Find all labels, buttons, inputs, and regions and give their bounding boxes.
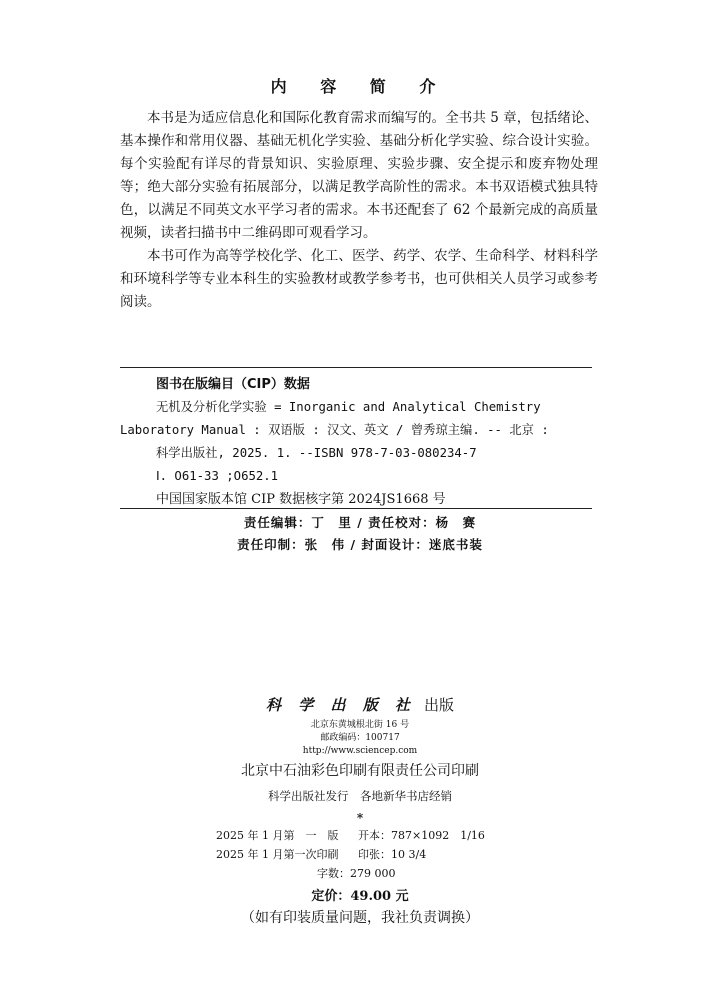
spec-edition: 2025 年 1 月第 一 版 <box>216 829 339 842</box>
separator-star: * <box>356 811 364 825</box>
editor-credits-line-1: 责任编辑：丁 里 / 责任校对：杨 赛 <box>243 515 477 530</box>
spec-words: 字数：279 000 <box>317 867 396 880</box>
cip-block <box>120 373 592 511</box>
cip-line-2: Laboratory Manual : 双语版 : 汉文、英文 / 曾秀琼主编. -- 北京 : <box>120 423 549 437</box>
spec-printing: 2025 年 1 月第一次印刷 <box>216 848 339 861</box>
publisher-block <box>0 694 720 826</box>
cip-heading: 图书在版编目（CIP）数据 <box>156 377 310 392</box>
publisher-name: 科 学 出 版 社 <box>266 696 416 714</box>
quality-notice: （如有印装质量问题，我社负责调换） <box>241 910 479 926</box>
publisher-postcode: 邮政编码：100717 <box>320 733 400 743</box>
print-specs <box>0 826 720 883</box>
printer-name: 北京中石油彩色印刷有限责任公司印刷 <box>241 763 479 779</box>
distribution-info: 科学出版社发行 各地新华书店经销 <box>268 789 452 803</box>
content-summary <box>120 107 598 314</box>
spec-format: 开本：787×1092 1/16 <box>358 829 485 842</box>
cip-line-4: Ⅰ. O61-33 ;O652.1 <box>156 469 279 483</box>
publisher-suffix: 出版 <box>423 696 454 714</box>
summary-paragraph-1: 本书是为适应信息化和国际化教育需求而编写的。全书共 5 章，包括绪论、基本操作和常用仪器、基础无机化学实验、基础分析化学实验、综合设计实验。每个实验配有详尽的背景知识、实验原理、实验步骤、安全提示和废弃物处理等；绝大部分实验有拓展部分，以满足教学高阶性的需求。本书双语模式独具特色，以满足不同英文水平学习者的需求。本书还配套了 62 个最新完成的高质量视频，读者扫描书中二维码即可观看学习。 <box>120 110 598 241</box>
editor-credits <box>0 512 720 556</box>
cip-line-5: 中国国家版本馆 CIP 数据核字第 2024JS1668 号 <box>156 492 446 507</box>
summary-paragraph-2: 本书可作为高等学校化学、化工、医学、药学、农学、生命科学、材料科学和环境科学等专业本科生的实验教材或教学参考书，也可供相关人员学习或参考阅读。 <box>120 248 598 310</box>
publisher-title-line <box>0 694 720 715</box>
publisher-address: 北京东黄城根北街 16 号 <box>310 720 410 730</box>
cip-line-1: 无机及分析化学实验 = Inorganic and Analytical Chemistry <box>156 400 541 414</box>
spec-sheets: 印张：10 3/4 <box>358 848 427 861</box>
cip-bottom-rule <box>120 508 592 509</box>
cip-top-rule <box>120 367 592 368</box>
editor-credits-line-2: 责任印制：张 伟 / 封面设计：迷底书装 <box>237 537 483 552</box>
price: 定价：49.00 元 <box>311 889 409 904</box>
page-title: 内 容 简 介 <box>270 77 450 96</box>
publisher-website: http://www.sciencep.com <box>302 746 418 756</box>
cip-line-3: 科学出版社, 2025. 1. --ISBN 978-7-03-080234-7 <box>156 446 477 460</box>
